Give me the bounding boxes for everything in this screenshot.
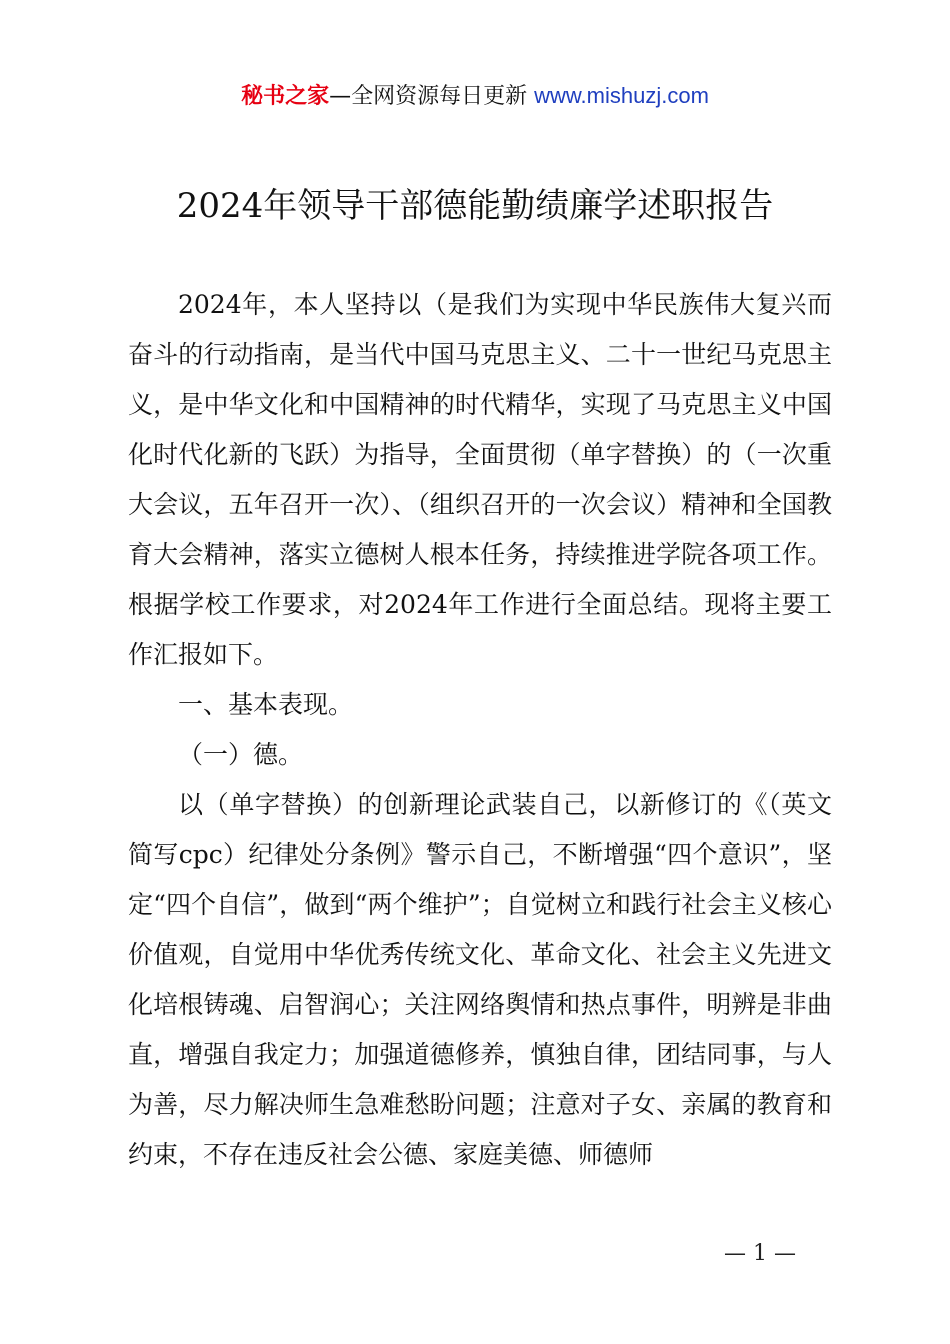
- site-banner: [0, 80, 950, 113]
- document-title: 2024年领导干部德能勤绩廉学述职报告: [176, 186, 774, 226]
- brand-name: 秘书之家: [241, 84, 330, 109]
- subsection-heading-morality: （一）德。: [178, 740, 304, 769]
- paragraph-morality: 以（单字替换）的创新理论武装自己，以新修订的《（英文简写cpc）纪律处分条例》警示自己，不断增强“四个意识”，坚定“四个自信”，做到“两个维护”；自觉树立和践行社会主义核心价值观，自觉用中华优秀传统文化、革命文化、社会主义先进文化培根铸魂、启智润心；关注网络舆情和热点事件，明辨是非曲直，增强自我定力；加强道德修养，慎独自律，团结同事，与人为善，尽力解决师生急难愁盼问题；注意对子女、亲属的教育和约束，不存在违反社会公德、家庭美德、师德师: [128, 790, 832, 1169]
- document-body: [128, 280, 832, 1180]
- paragraph-intro: 2024年，本人坚持以（是我们为实现中华民族伟大复兴而奋斗的行动指南，是当代中国马克思主义、二十一世纪马克思主义，是中华文化和中国精神的时代精华，实现了马克思主义中国化时代化新的飞跃）为指导，全面贯彻（单字替换）的（一次重大会议，五年召开一次）、（组织召开的一次会议）精神和全国教育大会精神，落实立德树人根本任务，持续推进学院各项工作。根据学校工作要求，对2024年工作进行全面总结。现将主要工作汇报如下。: [128, 290, 832, 669]
- site-url-link[interactable]: www.mishuzj.com: [534, 83, 709, 108]
- section-heading-basic-performance: 一、基本表现。: [178, 690, 354, 719]
- page-number: — 1 —: [724, 1241, 796, 1266]
- banner-tagline: —全网资源每日更新: [329, 84, 535, 109]
